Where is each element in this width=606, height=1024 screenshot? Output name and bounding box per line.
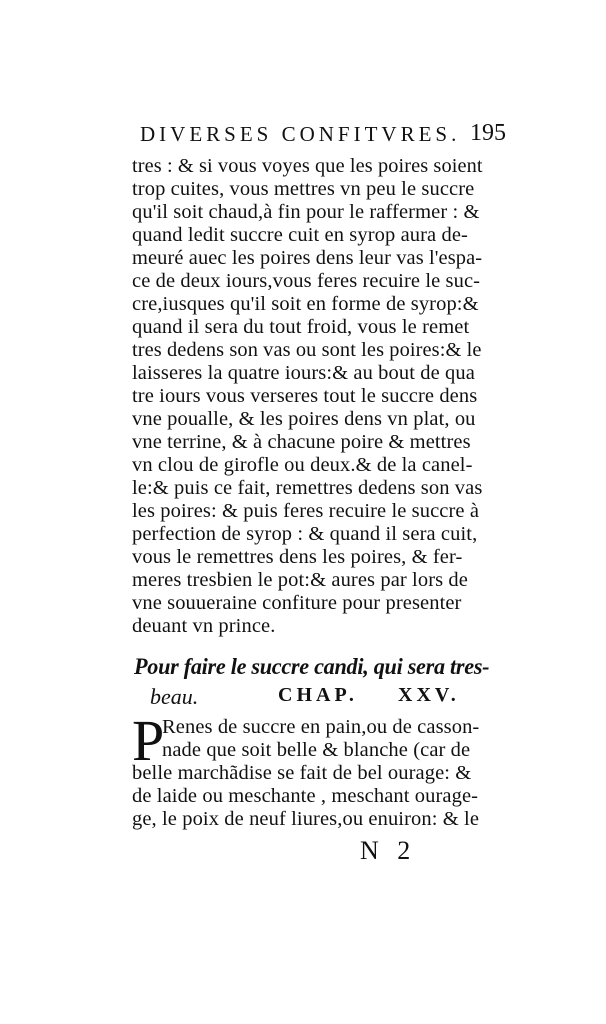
text-line: vous le remettres dens les poires, & fer-	[132, 546, 463, 568]
text-line: laisseres la quatre iours:& au bout de qua	[132, 362, 475, 384]
page-number: 195	[470, 120, 506, 146]
text-line: le:& puis ce fait, remettres dedens son vas	[132, 477, 483, 499]
text-line: quand il sera du tout froid, vous le remet	[132, 316, 470, 338]
signature-mark: N 2	[360, 836, 417, 865]
text-line: trop cuites, vous mettres vn peu le succre	[132, 178, 475, 200]
text-line: ce de deux iours,vous feres recuire le suc-	[132, 270, 481, 292]
text-line: belle marchãdise se fait de bel ourage: &	[132, 762, 472, 784]
chapter-heading-end: beau.	[150, 684, 199, 709]
text-line: vne terrine, & à chacune poire & mettres	[132, 431, 471, 453]
text-line: de laide ou meschante , meschant ourage-	[132, 785, 479, 807]
text-line: meuré auec les poires dens leur vas l'espa-	[132, 247, 483, 269]
text-line: qu'il soit chaud,à fin pour le raffermer : &	[132, 201, 480, 223]
text-line: vne souueraine confiture pour presenter	[132, 592, 462, 614]
text-line: ge, le poix de neuf liures,ou enuiron: & le	[132, 808, 480, 830]
text-line: tres dedens son vas ou sont les poires:& le	[132, 339, 482, 361]
recipe-lines	[132, 708, 482, 831]
chapter-label: CHAP.	[278, 684, 358, 706]
drop-initial: P	[132, 708, 165, 773]
text-line: perfection de syrop : & quand il sera cuit,	[132, 523, 478, 545]
text-line: tre iours vous verseres tout le succre dens	[132, 385, 478, 407]
text-line: nade que soit belle & blanche (car de	[162, 739, 471, 761]
chapter-number: XXV.	[398, 684, 460, 706]
text-line: deuant vn prince.	[132, 615, 276, 637]
text-line: Renes de succre en pain,ou de casson-	[162, 716, 480, 738]
running-title: DIVERSES CONFITVRES.	[140, 122, 461, 146]
running-head	[140, 112, 510, 152]
text-line: cre,iusques qu'il soit en forme de syrop:&	[132, 293, 479, 315]
text-line: vn clou de girofle ou deux.& de la canel-	[132, 454, 473, 476]
text-line: vne poualle, & les poires dens vn plat, ou	[132, 408, 476, 430]
text-line: tres : & si vous voyes que les poires soient	[132, 155, 483, 177]
text-line: les poires: & puis feres recuire le succre à	[132, 500, 480, 522]
body-text	[132, 155, 482, 638]
chapter-heading: Pour faire le succre candi, qui sera tres-	[134, 654, 490, 679]
chapter-subheading	[150, 684, 490, 718]
text-line: quand ledit succre cuit en syrop aura de-	[132, 224, 468, 246]
text-line: meres tresbien le pot:& aures par lors de	[132, 569, 468, 591]
